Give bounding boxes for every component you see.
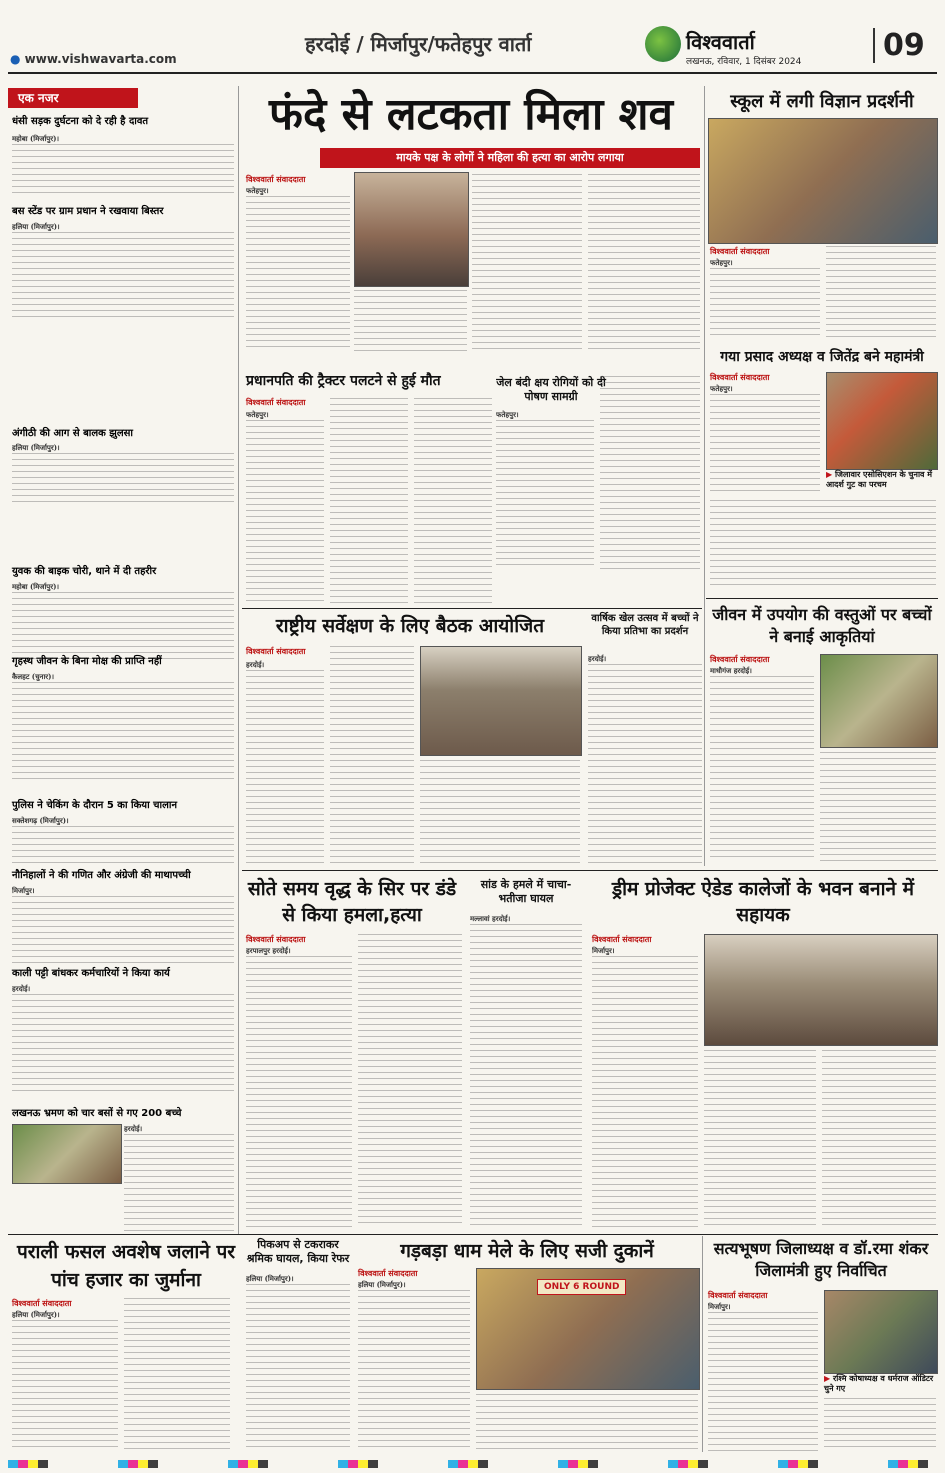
story-headline: जेल बंदी क्षय रोगियों को दी पोषण सामग्री bbox=[496, 376, 606, 403]
news-photo bbox=[12, 1124, 122, 1184]
lead-headline: फंदे से लटकता मिला शव bbox=[269, 89, 673, 140]
story-body bbox=[246, 410, 324, 605]
story-headline: स्कूल में लगी विज्ञान प्रदर्शनी bbox=[730, 91, 914, 112]
story-body bbox=[246, 660, 324, 868]
story-body bbox=[330, 646, 414, 868]
news-brief-dateline: हरदोई। bbox=[12, 984, 31, 993]
story-dateline: हरपालपुर हरदोई। bbox=[246, 946, 291, 955]
story-body bbox=[708, 1302, 818, 1452]
story-body bbox=[592, 946, 698, 1228]
story-body bbox=[420, 760, 580, 868]
lead-kicker: मायके पक्ष के लोगों ने महिला की हत्या का आरोप लगाया bbox=[320, 148, 700, 168]
play-icon: ▶ bbox=[824, 1374, 831, 1383]
news-brief-title: पुलिस ने चेकिंग के दौरान 5 का किया चालान bbox=[12, 800, 178, 811]
header-rule bbox=[8, 72, 937, 74]
story-body bbox=[588, 654, 702, 868]
page-number: 09 bbox=[873, 28, 925, 63]
section-divider bbox=[8, 1234, 938, 1235]
story-body bbox=[826, 246, 936, 338]
photo-caption bbox=[824, 1374, 936, 1394]
story-photo bbox=[708, 118, 938, 244]
story-photo bbox=[820, 654, 938, 748]
section-title: हरदोई / मिर्जापुर/फतेहपुर वार्ता bbox=[305, 32, 532, 56]
news-brief-body bbox=[12, 582, 234, 664]
section-divider bbox=[242, 608, 702, 609]
section-divider bbox=[242, 870, 938, 871]
photo-sign: ONLY 6 ROUND bbox=[537, 1279, 626, 1295]
story-dateline: हरदोई। bbox=[588, 654, 607, 663]
story-photo bbox=[476, 1268, 700, 1390]
photo-caption bbox=[826, 470, 936, 490]
story-headline: पिकअप से टकराकर श्रमिक घायल, किया रेफर bbox=[246, 1238, 350, 1265]
story-photo bbox=[826, 372, 938, 470]
story-body bbox=[414, 398, 492, 605]
section-label: एक नजर bbox=[8, 88, 138, 108]
story-dateline: मिर्जापुर। bbox=[592, 946, 615, 955]
story-byline: विश्ववार्ता संवाददाता bbox=[592, 935, 652, 944]
story-byline: विश्ववार्ता संवाददाता bbox=[12, 1299, 72, 1308]
photo-caption-text: रश्मि कोषाध्यक्ष व धर्मराज ऑडिटर चुने गए bbox=[824, 1374, 934, 1393]
news-brief-dateline: महोबा (मिर्जापुर)। bbox=[12, 582, 60, 591]
story-byline: विश्ववार्ता संवाददाता bbox=[708, 1291, 768, 1300]
news-brief-title: नौनिहालों ने की गणित और अंग्रेजी की माथापच्ची bbox=[12, 870, 191, 881]
story-body bbox=[470, 914, 582, 1228]
dateline: लखनऊ, रविवार, 1 दिसंबर 2024 bbox=[686, 57, 802, 67]
play-icon: ▶ bbox=[826, 470, 833, 479]
story-headline: वार्षिक खेल उत्सव में बच्चों ने किया प्रतिभा का प्रदर्शन bbox=[591, 613, 699, 637]
story-dateline: फतेहपुर। bbox=[496, 410, 519, 419]
news-brief-dateline: हलिया (मिर्जापुर)। bbox=[12, 222, 60, 231]
section-divider bbox=[706, 598, 938, 599]
news-brief-title: गृहस्थ जीवन के बिना मोक्ष की प्राप्ति नहीं bbox=[12, 656, 162, 667]
lead-photo bbox=[354, 172, 469, 287]
website-link[interactable]: www.vishwavarta.com bbox=[24, 52, 177, 66]
column-divider bbox=[238, 86, 239, 1234]
story-headline: सांड के हमले में चाचा-भतीजा घायल bbox=[480, 878, 572, 905]
story-dateline: हरदोई। bbox=[246, 660, 265, 669]
story-headline: सत्यभूषण जिलाध्यक्ष व डॉ.रमा शंकर जिलामंत्री हुए निर्वाचित bbox=[713, 1239, 929, 1280]
story-body bbox=[600, 376, 700, 570]
story-body bbox=[358, 934, 462, 1228]
story-dateline: हलिया (मिर्जापुर)। bbox=[246, 1274, 294, 1283]
story-body bbox=[246, 946, 352, 1228]
story-dateline: माधौगंज हरदोई। bbox=[710, 666, 752, 675]
column-divider bbox=[704, 86, 705, 866]
website-row bbox=[10, 52, 177, 66]
news-brief-body bbox=[124, 1124, 234, 1232]
lead-body bbox=[246, 186, 350, 352]
news-brief-dateline: महोबा (मिर्जापुर)। bbox=[12, 134, 60, 143]
story-body bbox=[820, 752, 936, 862]
story-body bbox=[246, 1274, 350, 1452]
story-body bbox=[710, 500, 936, 590]
lead-body-col3 bbox=[472, 174, 582, 354]
story-byline: विश्ववार्ता संवाददाता bbox=[710, 655, 770, 664]
news-brief-body bbox=[12, 222, 234, 322]
news-brief-body bbox=[12, 886, 234, 964]
story-body bbox=[704, 1050, 816, 1228]
lead-body-col2 bbox=[354, 290, 467, 354]
story-body bbox=[476, 1394, 698, 1452]
story-photo bbox=[824, 1290, 938, 1374]
story-byline: विश्ववार्ता संवाददाता bbox=[710, 247, 770, 256]
story-dateline: मिर्जापुर। bbox=[708, 1302, 731, 1311]
story-body bbox=[824, 1398, 936, 1452]
story-headline: प्रधानपति की ट्रैक्टर पलटने से हुई मौत bbox=[246, 373, 441, 389]
news-brief-body bbox=[12, 134, 234, 194]
story-body bbox=[496, 410, 594, 570]
news-brief-body bbox=[12, 816, 234, 866]
story-body bbox=[710, 258, 820, 338]
news-brief-body bbox=[12, 443, 234, 503]
lead-byline: विश्ववार्ता संवाददाता bbox=[246, 175, 306, 184]
news-brief-title: युवक की बाइक चोरी, थाने में दी तहरीर bbox=[12, 566, 157, 577]
story-body bbox=[12, 1310, 118, 1452]
story-body bbox=[822, 1050, 936, 1228]
story-body bbox=[710, 384, 820, 496]
story-byline: विश्ववार्ता संवाददाता bbox=[246, 398, 306, 407]
news-brief-title: काली पट्टी बांधकर कर्मचारियों ने किया कार्य bbox=[12, 968, 170, 979]
story-byline: विश्ववार्ता संवाददाता bbox=[246, 935, 306, 944]
left-column bbox=[8, 88, 236, 1238]
story-headline: राष्ट्रीय सर्वेक्षण के लिए बैठक आयोजित bbox=[275, 615, 545, 637]
story-byline: विश्ववार्ता संवाददाता bbox=[710, 373, 770, 382]
news-brief-title: लखनऊ भ्रमण को चार बसों से गए 200 बच्चे bbox=[12, 1108, 182, 1119]
photo-caption-text: जिलावार एसोसिएशन के चुनाव में आदर्श गुट का परचम bbox=[826, 470, 933, 489]
story-headline: गड़बड़ा धाम मेले के लिए सजी दुकानें bbox=[400, 1240, 654, 1262]
story-headline: गया प्रसाद अध्यक्ष व जितेंद्र बने महामंत्री bbox=[720, 349, 924, 365]
story-body bbox=[710, 666, 814, 862]
story-photo bbox=[704, 934, 938, 1046]
news-brief-dateline: हरदोई। bbox=[124, 1124, 143, 1133]
story-dateline: मल्लावां हरदोई। bbox=[470, 914, 511, 923]
news-brief-dateline: कैलहट (चुनार)। bbox=[12, 672, 55, 681]
news-brief-title: धंसी सड़क दुर्घटना को दे रही है दावत bbox=[12, 116, 149, 127]
story-headline: जीवन में उपयोग की वस्तुओं पर बच्चों ने बनाई आकृतियां bbox=[712, 605, 932, 646]
story-byline: विश्ववार्ता संवाददाता bbox=[358, 1269, 418, 1278]
story-dateline: फतेहपुर। bbox=[710, 384, 733, 393]
story-dateline: फतेहपुर। bbox=[246, 410, 269, 419]
story-body bbox=[124, 1298, 230, 1452]
story-headline: पराली फसल अवशेष जलाने पर पांच हजार का जुर्माना bbox=[16, 1241, 236, 1291]
lead-body-col4 bbox=[588, 174, 700, 354]
news-brief-title: बस स्टेंड पर ग्राम प्रधान ने रखवाया बिस्तर bbox=[12, 206, 164, 217]
globe-icon: ● bbox=[10, 52, 21, 66]
story-headline: सोते समय वृद्ध के सिर पर डंडे से किया हमला,हत्या bbox=[247, 878, 457, 926]
story-headline: ड्रीम प्रोजेक्ट ऐडेड कालेजों के भवन बनाने में सहायक bbox=[611, 878, 915, 926]
news-brief-body bbox=[12, 672, 234, 780]
story-byline: विश्ववार्ता संवाददाता bbox=[246, 647, 306, 656]
lead-dateline: फतेहपुर। bbox=[246, 186, 269, 195]
story-dateline: हलिया (मिर्जापुर)। bbox=[358, 1280, 406, 1289]
news-brief-dateline: सक्तेशगढ़ (मिर्जापुर)। bbox=[12, 816, 69, 825]
news-brief-dateline: मिर्जापुर। bbox=[12, 886, 35, 895]
story-dateline: फतेहपुर। bbox=[710, 258, 733, 267]
brand-name: विश्ववार्ता bbox=[686, 30, 755, 54]
print-color-strip bbox=[8, 1460, 938, 1468]
masthead bbox=[0, 0, 945, 72]
news-brief-title: अंगीठी की आग से बालक झुलसा bbox=[12, 428, 133, 439]
news-brief-body bbox=[12, 984, 234, 1096]
story-dateline: हलिया (मिर्जापुर)। bbox=[12, 1310, 60, 1319]
news-brief-dateline: हलिया (मिर्जापुर)। bbox=[12, 443, 60, 452]
story-photo bbox=[420, 646, 582, 756]
story-body bbox=[330, 398, 408, 605]
brand-logo-icon bbox=[645, 26, 681, 62]
story-body bbox=[358, 1280, 470, 1452]
column-divider bbox=[702, 1236, 703, 1452]
